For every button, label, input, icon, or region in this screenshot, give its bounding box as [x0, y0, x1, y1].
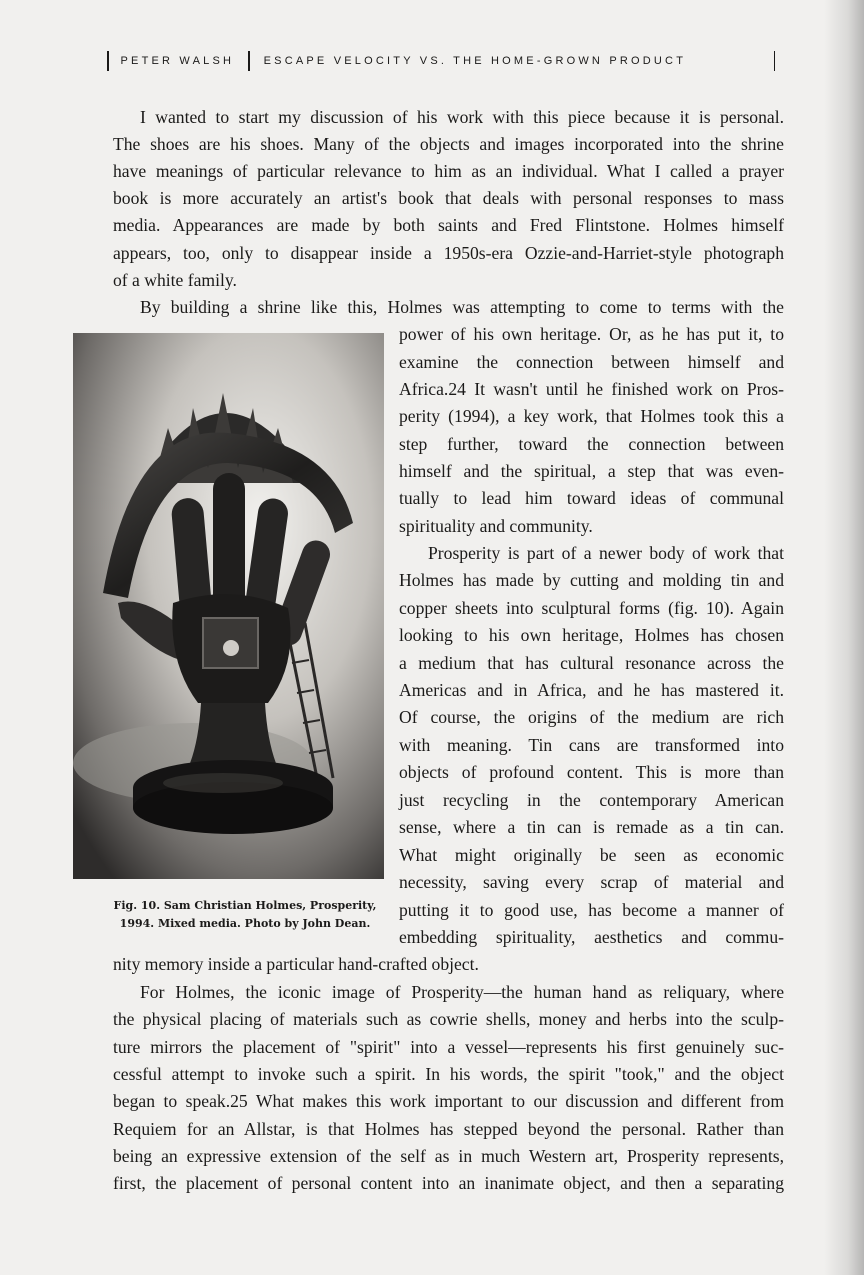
header-rule-right — [774, 51, 776, 71]
body-line: tually to lead him toward ideas of communal — [399, 488, 784, 508]
body-line: the physical placing of materials such as cowrie shells, money and herbs into the sculp- — [113, 1009, 784, 1029]
running-header — [107, 50, 775, 72]
figure-caption — [100, 897, 390, 933]
caption-line-2: 1994. Mixed media. Photo by John Dean. — [119, 917, 371, 930]
body-line: Requiem for an Allstar, is that Holmes has stepped beyond the personal. Rather than — [113, 1119, 784, 1139]
body-line: embedding spirituality, aesthetics and commu- — [399, 927, 784, 947]
body-line: ture mirrors the placement of "spirit" into a vessel—represents his first genuinely suc- — [113, 1037, 784, 1057]
body-line: necessity, saving every scrap of material and — [399, 872, 784, 892]
body-line: first, the placement of personal content into an inanimate object, and then a separating — [113, 1173, 784, 1193]
body-line: of a white family. — [113, 270, 237, 290]
body-line: objects of profound content. This is more than — [399, 762, 784, 782]
body-line: cessful attempt to invoke such a spirit. In his words, the spirit "took," and the object — [113, 1064, 784, 1084]
caption-line-1: Fig. 10. Sam Christian Holmes, Prosperity, — [113, 899, 377, 912]
body-line: have meanings of particular relevance to him as an individual. What I called a prayer — [113, 161, 784, 181]
body-line: The shoes are his shoes. Many of the objects and images incorporated into the shrine — [113, 134, 784, 154]
body-line: power of his own heritage. Or, as he has put it, to — [399, 324, 784, 344]
header-author: PETER WALSH — [120, 55, 235, 67]
body-line: sense, where a tin can is remade as a tin can. — [399, 817, 784, 837]
body-line: looking to his own heritage, Holmes has chosen — [399, 625, 784, 645]
body-line: just recycling in the contemporary American — [399, 790, 784, 810]
body-line: himself and the spiritual, a step that was even- — [399, 461, 784, 481]
body-line: Of course, the origins of the medium are rich — [399, 707, 784, 727]
body-line: being an expressive extension of the self as in much Western art, Prosperity represents, — [113, 1146, 784, 1166]
body-line: putting it to good use, has become a manner of — [399, 900, 784, 920]
hand-sculpture-illustration — [73, 333, 384, 879]
body-line: nity memory inside a particular hand-crafted object. — [113, 954, 479, 974]
body-line: step further, toward the connection between — [399, 434, 784, 454]
body-line: began to speak.25 What makes this work important to our discussion and different from — [113, 1091, 784, 1111]
body-line: with meaning. Tin cans are transformed into — [399, 735, 784, 755]
body-line: What might originally be seen as economic — [399, 845, 784, 865]
body-line: Americas and in Africa, and he has mastered it. — [399, 680, 784, 700]
body-line: Prosperity is part of a newer body of work that — [428, 543, 784, 563]
body-line: By building a shrine like this, Holmes was attempting to come to terms with the — [140, 297, 784, 317]
page-edge-shadow — [824, 0, 864, 1275]
body-line: I wanted to start my discussion of his work with this piece because it is personal. — [140, 107, 784, 127]
body-line: copper sheets into sculptural forms (fig. 10). Again — [399, 598, 784, 618]
sculpture-photo — [73, 333, 384, 879]
body-line: Holmes has made by cutting and molding tin and — [399, 570, 784, 590]
body-line: appears, too, only to disappear inside a 1950s-era Ozzie-and-Harriet-style photograph — [113, 243, 784, 263]
body-line: Africa.24 It wasn't until he finished work on Pros- — [399, 379, 784, 399]
body-line: book is more accurately an artist's book that deals with personal responses to mass — [113, 188, 784, 208]
body-line: media. Appearances are made by both saints and Fred Flintstone. Holmes himself — [113, 215, 784, 235]
body-line: a medium that has cultural resonance across the — [399, 653, 784, 673]
body-line: perity (1994), a key work, that Holmes took this a — [399, 406, 784, 426]
body-line: examine the connection between himself and — [399, 352, 784, 372]
header-title: ESCAPE VELOCITY VS. THE HOME-GROWN PRODUCT — [263, 55, 687, 67]
body-line: spirituality and community. — [399, 516, 593, 536]
body-line: For Holmes, the iconic image of Prosperity—the human hand as reliquary, where — [140, 982, 784, 1002]
